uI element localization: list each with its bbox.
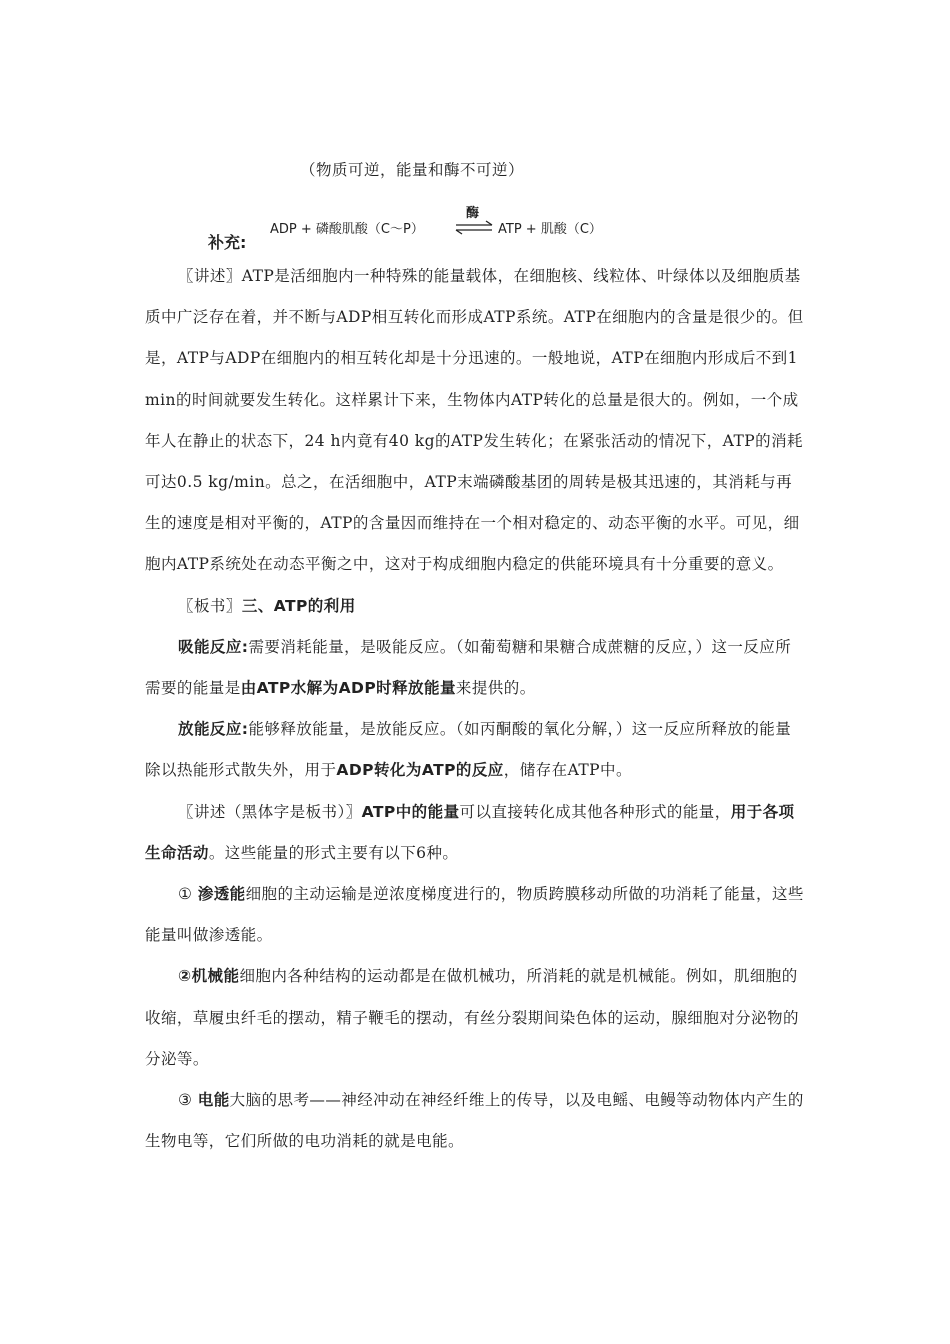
item-text: 大脑的思考——神经冲动在神经纤维上的传导，以及电鳐、电鳗等动物体内产生的生物电等，它们所做的电功消耗的就是电能。 [145, 1091, 804, 1151]
supplement-block [208, 198, 808, 252]
lecture2-text-2: 。这些能量的形式主要有以下6种。 [208, 843, 459, 862]
lecture2-text-1: 可以直接转化成其他各种形式的能量， [459, 802, 731, 821]
lecture2-prefix: 〖讲述（黑体字是板书）〗 [178, 802, 362, 821]
board-title: 三、ATP的利用 [241, 596, 356, 615]
item-number: ③ [178, 1091, 193, 1110]
exergonic-text-end: ，储存在ATP中。 [503, 761, 632, 780]
item-text: 细胞的主动运输是逆浓度梯度进行的，物质跨膜移动所做的功消耗了能量，这些能量叫做渗透能。 [145, 885, 804, 945]
board-prefix: 〖板书〗 [178, 596, 242, 615]
exergonic-paragraph [145, 709, 805, 791]
item-term: 渗透能 [197, 885, 246, 904]
endergonic-text-end: 来提供的。 [455, 679, 536, 698]
endergonic-paragraph [145, 627, 805, 709]
reversibility-note: （物质可逆，能量和酶不可逆） [300, 161, 525, 179]
exergonic-bold: ADP转化为ATP的反应 [336, 761, 504, 780]
endergonic-bold: 由ATP水解为ADP时释放能量 [240, 679, 456, 698]
formula-reactants: ADP + 磷酸肌酸（C～P） [270, 222, 424, 237]
board-heading [145, 586, 805, 627]
lecture-paragraph-energy [145, 792, 805, 874]
lecture2-bold-1: ATP中的能量 [361, 802, 460, 821]
list-item [145, 1080, 805, 1162]
formula-enzyme: 酶 [466, 206, 480, 221]
exergonic-term: 放能反应: [178, 720, 249, 739]
item-text: 细胞内各种结构的运动都是在做机械功，所消耗的就是机械能。例如，肌细胞的收缩，草履虫纤毛的摆动，精子鞭毛的摆动，有丝分裂期间染色体的运动，腺细胞对分泌物的分泌等。 [145, 967, 799, 1068]
endergonic-text: 需要消耗能量，是吸能反应。（如葡萄糖和果糖合成蔗糖的反应，）这一反应所需要的能量是 [145, 637, 792, 698]
lecture2-bold-2: 用于各项生命活动 [145, 802, 795, 862]
formula-products: ATP + 肌酸（C） [498, 222, 602, 237]
lecture-paragraph-atp: 〖讲述〗ATP是活细胞内一种特殊的能量载体，在细胞核、线粒体、叶绿体以及细胞质基质中广泛存在着，并不断与ADP相互转化而形成ATP系统。ATP在细胞内的含量是很少的。但是，ATP与ADP在细胞内的相互转化却是十分迅速的。一般地说，ATP在细胞内形成后不到1 min的时间就要发生转化。这样累计下来，生物体内ATP转化的总量是很大的。例如，一个成年人在静止的状态下，24 h内竟有40 kg的ATP发生转化；在紧张活动的情况下，ATP的消耗可达0.5 kg/min。总之，在活细胞中，ATP末端磷酸基团的周转是极其迅速的，其消耗与再生的速度是相对平衡的，ATP的含量因而维持在一个相对稳定的、动态平衡的水平。可见，细胞内ATP系统处在动态平衡之中，这对于构成细胞内稳定的供能环境具有十分重要的意义。 [145, 267, 804, 574]
reversible-arrow-icon [454, 220, 494, 236]
body-text [145, 256, 805, 1162]
list-item [145, 874, 805, 956]
item-number: ② [178, 967, 192, 986]
list-item [145, 956, 805, 1080]
supplement-label: 补充: [208, 233, 247, 252]
item-number: ① [178, 885, 193, 904]
exergonic-text: 能够释放能量，是放能反应。（如丙酮酸的氧化分解，）这一反应所释放的能量除以热能形式散失外，用于 [145, 720, 792, 780]
item-term: 机械能 [191, 967, 240, 986]
item-term: 电能 [197, 1091, 230, 1110]
endergonic-term: 吸能反应: [178, 637, 249, 656]
